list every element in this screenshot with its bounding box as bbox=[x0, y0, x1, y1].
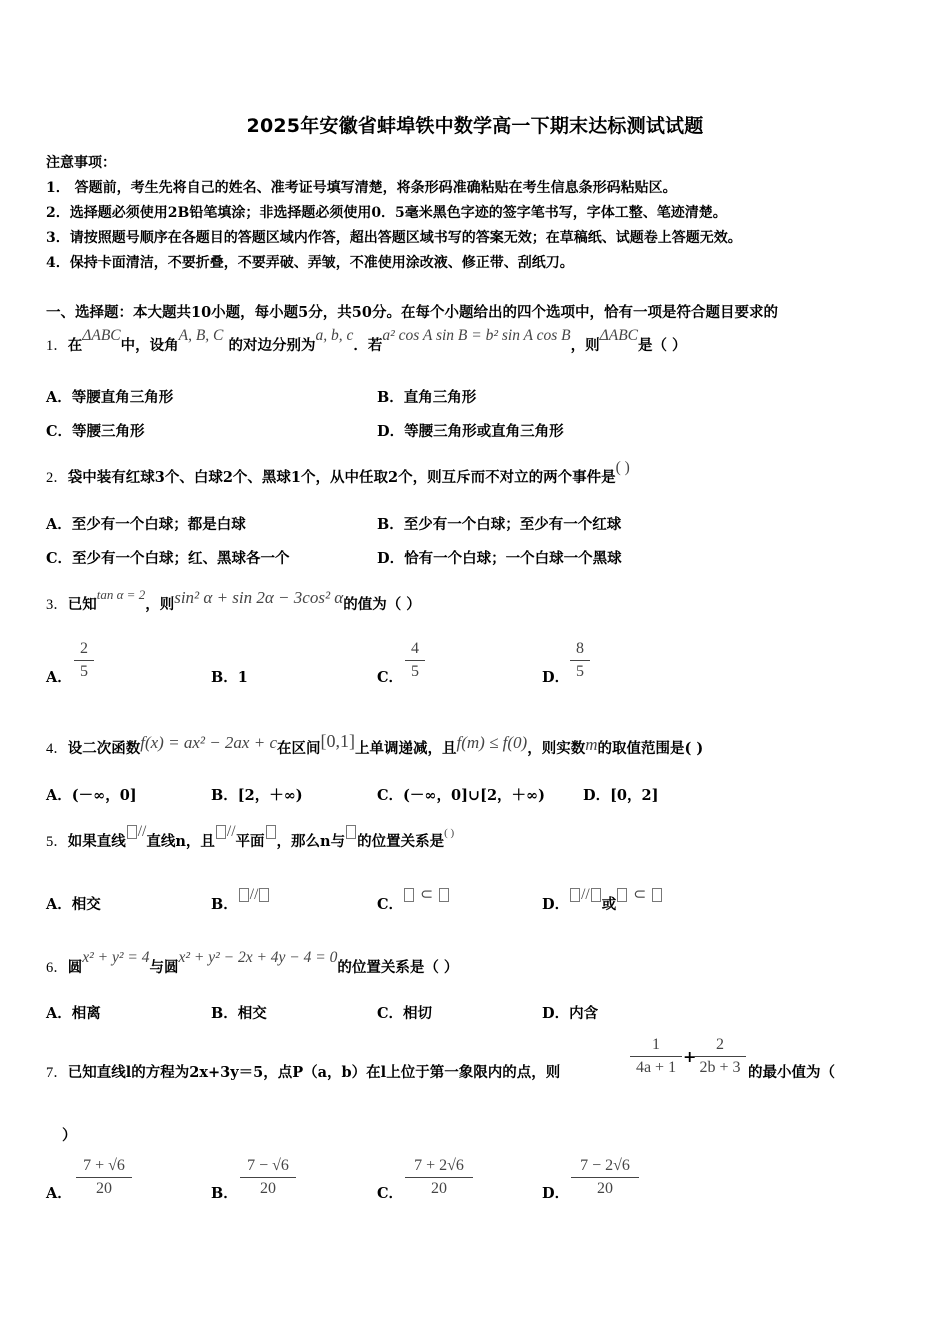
fraction-denominator: 20 bbox=[260, 1180, 276, 1197]
question-6 bbox=[46, 949, 459, 977]
fraction-denominator: 4a + 1 bbox=[635, 1059, 677, 1076]
q5-text-d: ，那么n与 bbox=[276, 833, 346, 850]
q7-option-d-fraction bbox=[571, 1157, 639, 1198]
notice-item-4: 4．保持卡面清洁，不要折叠，不要弄破、弄皱，不准使用涂改液、修正带、刮纸刀。 bbox=[46, 255, 574, 271]
fraction-denominator: 5 bbox=[411, 663, 419, 680]
missing-symbol-box bbox=[652, 888, 662, 902]
missing-symbol-box bbox=[239, 888, 249, 902]
or-text: 或 bbox=[601, 896, 617, 913]
q7-fraction-2 bbox=[694, 1036, 746, 1077]
question-1 bbox=[46, 327, 687, 355]
question-number: 3． bbox=[46, 597, 68, 613]
q7-option-c-fraction bbox=[405, 1157, 473, 1198]
question-number: 5． bbox=[46, 834, 68, 850]
q3-text-c: 的值为（ ） bbox=[343, 596, 421, 613]
q5-option-d bbox=[542, 886, 663, 914]
subset-symbol: ⊂ bbox=[420, 886, 434, 903]
fraction-denominator: 20 bbox=[597, 1180, 613, 1197]
q3-option-a: A． bbox=[46, 669, 72, 686]
q4-math-m: m bbox=[585, 735, 598, 754]
fraction-numerator: 7 − √6 bbox=[247, 1157, 289, 1174]
q2-option-b: B．至少有一个白球；至少有一个红球 bbox=[377, 516, 622, 533]
q7-text: 已知直线l的方程为2x+3y＝5，点P（a，b）在l上位于第一象限内的点，则 bbox=[67, 1064, 561, 1081]
q2-option-a: A．至少有一个白球；都是白球 bbox=[46, 516, 246, 533]
question-2 bbox=[46, 459, 630, 487]
q4-text-e: 的取值范围是( ) bbox=[597, 740, 704, 757]
fraction-numerator: 1 bbox=[652, 1036, 660, 1053]
q6-option-a: A．相离 bbox=[46, 1005, 101, 1022]
notice-item-2: 2．选择题必须使用2B铅笔填涂；非选择题必须使用0．5毫米黑色字迹的签字笔书写，字体工整、笔迹清楚。 bbox=[46, 205, 727, 221]
q3-option-b: B．1 bbox=[211, 669, 248, 686]
q4-text-b: 在区间 bbox=[277, 740, 321, 757]
missing-symbol-box bbox=[127, 825, 137, 839]
q1-text-f: 是（ ） bbox=[638, 337, 687, 354]
fraction-denominator: 2b + 3 bbox=[699, 1059, 741, 1076]
q7-close-paren: ） bbox=[62, 1127, 77, 1144]
q3-math-expression: sin² α + sin 2α − 3cos² α bbox=[174, 588, 344, 607]
question-number: 1． bbox=[46, 338, 68, 354]
missing-symbol-box bbox=[570, 888, 580, 902]
missing-symbol-box bbox=[259, 888, 269, 902]
missing-symbol-box bbox=[439, 888, 449, 902]
question-number: 6． bbox=[46, 960, 68, 976]
missing-symbol-box bbox=[346, 825, 356, 839]
option-label: D． bbox=[542, 896, 570, 913]
parallel-symbol: // bbox=[249, 886, 259, 903]
q1-text-b: 中，设角 bbox=[120, 337, 179, 354]
q7-text-tail: 的最小值为（ bbox=[748, 1064, 835, 1081]
q3-text-b: ，则 bbox=[145, 596, 175, 613]
fraction-denominator: 20 bbox=[96, 1180, 112, 1197]
q2-text: 袋中装有红球3个、白球2个、黑球1个，从中任取2个，则互斥而不对立的两个事件是 bbox=[67, 469, 616, 486]
fraction-denominator: 20 bbox=[431, 1180, 447, 1197]
q1-math-equation: a² cos A sin B = b² sin A cos B bbox=[382, 327, 571, 344]
q7-option-b-fraction bbox=[240, 1157, 296, 1198]
missing-symbol-box bbox=[266, 825, 276, 839]
q4-math-function: f(x) = ax² − 2ax + c bbox=[140, 733, 277, 752]
q3-text-a: 已知 bbox=[67, 596, 97, 613]
missing-symbol-box bbox=[591, 888, 601, 902]
q5-parallel-symbol: // bbox=[137, 823, 147, 840]
q1-math-triangle: ΔABC bbox=[82, 327, 121, 344]
option-label: B． bbox=[211, 896, 238, 913]
q6-math-circle-2: x² + y² − 2x + 4y − 4 = 0 bbox=[178, 949, 338, 966]
q1-option-d: D．等腰三角形或直角三角形 bbox=[377, 423, 564, 440]
q1-option-a: A．等腰直角三角形 bbox=[46, 389, 174, 406]
q5-parallel-symbol-2: // bbox=[226, 823, 236, 840]
q4-option-c: C．(－∞，0]∪[2，＋∞) bbox=[377, 787, 545, 804]
question-number: 7． bbox=[46, 1065, 68, 1081]
q3-option-a-fraction bbox=[74, 640, 94, 681]
question-5 bbox=[46, 823, 455, 851]
page-title: 2025年安徽省蚌埠铁中数学高一下期末达标测试试题 bbox=[246, 115, 704, 137]
q7-option-b: B． bbox=[211, 1185, 238, 1202]
q2-option-c: C．至少有一个白球；红、黑球各一个 bbox=[46, 550, 290, 567]
q3-math-given: tan α = 2 bbox=[96, 587, 146, 602]
q7-option-a: A． bbox=[46, 1185, 72, 1202]
q1-math-triangle-2: ΔABC bbox=[599, 327, 638, 344]
subset-symbol: ⊂ bbox=[633, 886, 647, 903]
question-number: 4． bbox=[46, 741, 68, 757]
fraction-numerator: 2 bbox=[716, 1036, 724, 1053]
q4-math-inequality: f(m) ≤ f(0) bbox=[456, 733, 528, 752]
option-label: C． bbox=[377, 896, 404, 913]
notice-item-1: 1． 答题前，考生先将自己的姓名、准考证号填写清楚，将条形码准确粘贴在考生信息条形码粘贴区。 bbox=[46, 180, 677, 196]
q3-option-d-fraction bbox=[570, 640, 590, 681]
q1-text-c: 的对边分别为 bbox=[228, 337, 316, 354]
missing-symbol-box bbox=[404, 888, 414, 902]
q4-text-c: 上单调递减，且 bbox=[355, 740, 457, 757]
q3-option-d: D． bbox=[542, 669, 570, 686]
fraction-numerator: 4 bbox=[411, 640, 419, 657]
section-heading: 一、选择题：本大题共10小题，每小题5分，共50分。在每个小题给出的四个选项中，恰有一项是符合题目要求的 bbox=[46, 304, 778, 321]
fraction-denominator: 5 bbox=[80, 663, 88, 680]
question-4 bbox=[46, 731, 704, 758]
q1-option-c: C．等腰三角形 bbox=[46, 423, 145, 440]
question-number: 2． bbox=[46, 470, 68, 486]
q3-option-c-fraction bbox=[405, 640, 425, 681]
q5-text-a: 如果直线 bbox=[67, 833, 126, 850]
q4-option-b: B．[2，＋∞) bbox=[211, 787, 303, 804]
fraction-denominator: 5 bbox=[576, 663, 584, 680]
question-3 bbox=[46, 587, 421, 614]
q6-text-c: 的位置关系是（ ） bbox=[337, 959, 459, 976]
q6-text-a: 圆 bbox=[67, 959, 83, 976]
q5-option-b bbox=[211, 886, 270, 914]
q1-math-sides: a, b, c bbox=[315, 327, 354, 344]
q1-text-d: ．若 bbox=[353, 337, 383, 354]
q5-text-c: 平面 bbox=[235, 833, 265, 850]
q1-text-a: 在 bbox=[67, 337, 83, 354]
q4-text-a: 设二次函数 bbox=[67, 740, 141, 757]
q6-option-b: B．相交 bbox=[211, 1005, 267, 1022]
parallel-symbol: // bbox=[581, 886, 590, 903]
q4-option-a: A．(－∞，0] bbox=[46, 787, 137, 804]
q1-text-e: ，则 bbox=[570, 337, 600, 354]
missing-symbol-box bbox=[617, 888, 627, 902]
q7-fraction-1 bbox=[630, 1036, 682, 1077]
missing-symbol-box bbox=[216, 825, 226, 839]
q5-option-c bbox=[377, 886, 450, 914]
fraction-numerator: 8 bbox=[576, 640, 584, 657]
q4-text-d: ，则实数 bbox=[527, 740, 586, 757]
q7-option-d: D． bbox=[542, 1185, 570, 1202]
fraction-numerator: 7 − 2√6 bbox=[580, 1157, 630, 1174]
q3-option-c: C． bbox=[377, 669, 404, 686]
notice-heading: 注意事项： bbox=[46, 155, 116, 171]
q5-option-a: A．相交 bbox=[46, 896, 101, 913]
q1-math-angles: A, B, C bbox=[178, 327, 224, 344]
fraction-numerator: 2 bbox=[80, 640, 88, 657]
q1-option-b: B．直角三角形 bbox=[377, 389, 477, 406]
q7-option-c: C． bbox=[377, 1185, 404, 1202]
q5-paren: ( ) bbox=[444, 827, 455, 839]
q5-text-b: 直线n，且 bbox=[146, 833, 215, 850]
q6-text-b: 与圆 bbox=[149, 959, 179, 976]
q2-paren: ( ) bbox=[615, 459, 630, 476]
fraction-numerator: 7 + √6 bbox=[83, 1157, 125, 1174]
q4-math-interval: [0,1] bbox=[320, 731, 355, 751]
q4-option-d: D．[0，2] bbox=[583, 787, 659, 804]
q7-option-a-fraction bbox=[76, 1157, 132, 1198]
q2-option-d: D．恰有一个白球；一个白球一个黑球 bbox=[377, 550, 622, 567]
q5-text-e: 的位置关系是 bbox=[357, 833, 445, 850]
q6-option-c: C．相切 bbox=[377, 1005, 433, 1022]
question-7 bbox=[46, 1061, 560, 1082]
fraction-numerator: 7 + 2√6 bbox=[414, 1157, 464, 1174]
q7-plus: + bbox=[683, 1047, 697, 1066]
q6-math-circle-1: x² + y² = 4 bbox=[82, 949, 150, 966]
q6-option-d: D．内含 bbox=[542, 1005, 599, 1022]
notice-item-3: 3．请按照题号顺序在各题目的答题区域内作答，超出答题区域书写的答案无效；在草稿纸、试题卷上答题无效。 bbox=[46, 230, 742, 246]
